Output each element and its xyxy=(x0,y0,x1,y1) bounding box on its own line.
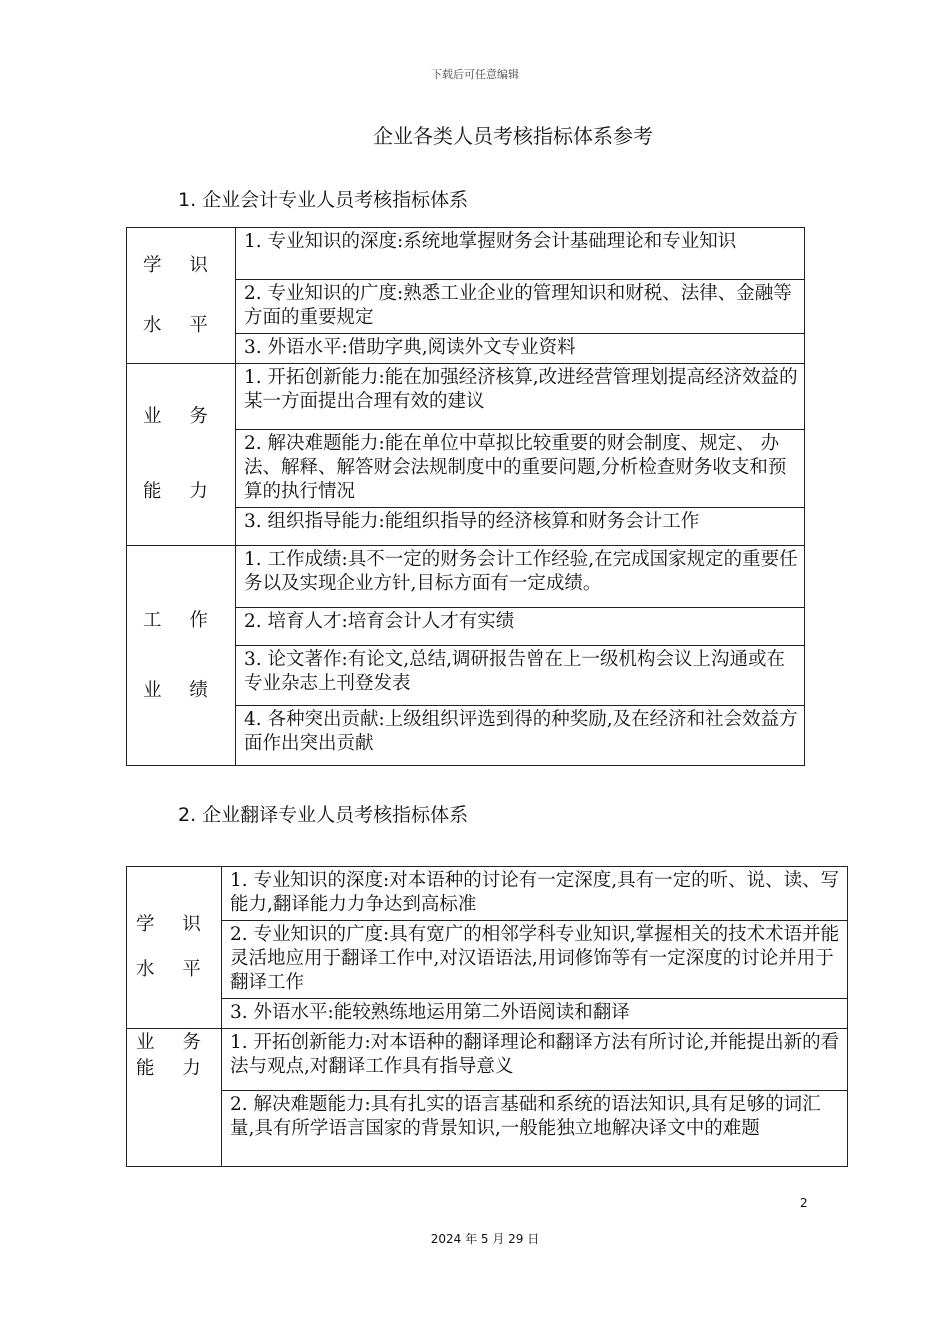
page-number: 2 xyxy=(800,1196,808,1210)
footer-date: 2024 年 5 月 29 日 xyxy=(430,1232,540,1246)
table-row xyxy=(127,228,805,280)
category-label: 业 务 xyxy=(143,406,219,427)
indicator-item: 1. 开拓创新能力:对本语种的翻译理论和翻译方法有所讨论,并能提出新的看法与观点,对翻译工作具有指导意义 xyxy=(222,1029,848,1091)
table-row xyxy=(127,867,848,921)
category-cell xyxy=(127,364,236,546)
table-row xyxy=(127,999,848,1029)
indicator-item: 2. 培育人才:培育会计人才有实绩 xyxy=(236,608,805,646)
category-label: 水 平 xyxy=(136,959,212,980)
indicator-item: 3. 论文著作:有论文,总结,调研报告曾在上一级机构会议上沟通或在专业杂志上刊登发表 xyxy=(236,646,805,706)
indicator-item: 1. 工作成绩:具不一定的财务会计工作经验,在完成国家规定的重要任务以及实现企业方针,目标方面有一定成绩。 xyxy=(236,546,805,608)
category-cell xyxy=(127,1029,222,1167)
indicator-item: 2. 解决难题能力:能在单位中草拟比较重要的财会制度、规定、 办法、解释、解答财会法规制度中的重要问题,分析检查财务收支和预算的执行情况 xyxy=(236,430,805,508)
table-row xyxy=(127,921,848,999)
indicator-item: 2. 解决难题能力:具有扎实的语言基础和系统的语法知识,具有足够的词汇量,具有所学语言国家的背景知识,一般能独立地解决译文中的难题 xyxy=(222,1091,848,1167)
category-cell xyxy=(127,867,222,1029)
table-row xyxy=(127,1091,848,1167)
category-label: 能 力 xyxy=(136,1058,212,1079)
category-label: 业 绩 xyxy=(143,679,219,701)
category-label: 业 务 xyxy=(136,1032,212,1053)
indicator-item: 2. 专业知识的广度:具有宽广的相邻学科专业知识,掌握相关的技术术语并能灵活地应用于翻译工作中,对汉语语法,用词修饰等有一定深度的讨论并用于翻译工作 xyxy=(222,921,848,999)
indicator-item: 3. 外语水平:借助字典,阅读外文专业资料 xyxy=(236,334,805,364)
category-label: 能 力 xyxy=(143,481,219,502)
indicator-item: 3. 组织指导能力:能组织指导的经济核算和财务会计工作 xyxy=(236,508,805,546)
indicator-item: 1. 专业知识的深度:对本语种的讨论有一定深度,具有一定的听、说、读、写能力,翻译能力力争达到高标准 xyxy=(222,867,848,921)
section-heading-translation: 2. 企业翻译专业人员考核指标体系 xyxy=(178,804,469,826)
category-label: 学 识 xyxy=(143,254,219,276)
indicator-item: 3. 外语水平:能较熟练地运用第二外语阅读和翻译 xyxy=(222,999,848,1029)
category-label: 学 识 xyxy=(136,914,212,935)
table-row xyxy=(127,1029,848,1091)
category-cell xyxy=(127,546,236,766)
indicator-item: 4. 各种突出贡献:上级组织评选到得的种奖励,及在经济和社会效益方面作出突出贡献 xyxy=(236,706,805,766)
indicator-item: 1. 专业知识的深度:系统地掌握财务会计基础理论和专业知识 xyxy=(236,228,805,280)
translation-kpi-table xyxy=(126,866,848,1167)
document-title: 企业各类人员考核指标体系参考 xyxy=(373,124,653,148)
indicator-item: 1. 开拓创新能力:能在加强经济核算,改进经营管理划提高经济效益的某一方面提出合理有效的建议 xyxy=(236,364,805,430)
category-label: 水 平 xyxy=(143,314,219,336)
header-note: 下载后可任意编辑 xyxy=(431,68,519,81)
category-label: 工 作 xyxy=(143,609,219,631)
category-cell xyxy=(127,228,236,364)
indicator-item: 2. 专业知识的广度:熟悉工业企业的管理知识和财税、法律、金融等方面的重要规定 xyxy=(236,280,805,334)
table-row xyxy=(127,546,805,608)
accounting-kpi-table xyxy=(126,227,805,766)
section-heading-accounting: 1. 企业会计专业人员考核指标体系 xyxy=(178,189,469,211)
table-row xyxy=(127,364,805,430)
